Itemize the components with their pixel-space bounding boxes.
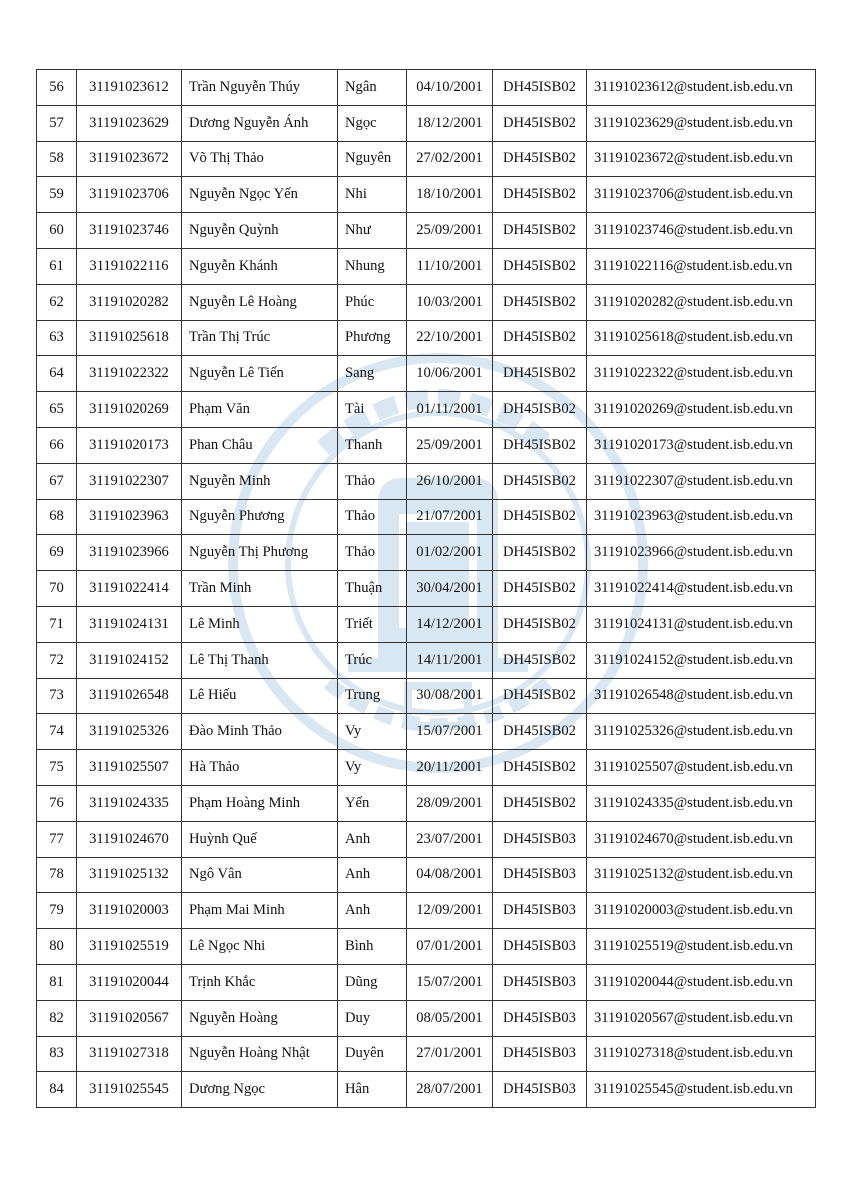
class-code-cell: DH45ISB02: [493, 356, 587, 392]
class-code-cell: DH45ISB03: [493, 857, 587, 893]
last-middle-name-cell: Trịnh Khắc: [182, 964, 338, 1000]
student-id-cell: 31191020282: [77, 284, 182, 320]
first-name-cell: Vy: [338, 714, 407, 750]
row-number-cell: 78: [37, 857, 77, 893]
table-row: [37, 356, 816, 392]
last-middle-name-cell: Lê Thị Thanh: [182, 642, 338, 678]
row-number-cell: 57: [37, 105, 77, 141]
student-id-cell: 31191020173: [77, 427, 182, 463]
email-address-cell: 31191023963@student.isb.edu.vn: [587, 499, 816, 535]
email-address-cell: 31191025132@student.isb.edu.vn: [587, 857, 816, 893]
last-middle-name-cell: Nguyễn Thị Phương: [182, 535, 338, 571]
row-number-cell: 83: [37, 1036, 77, 1072]
last-middle-name-cell: Nguyễn Ngọc Yến: [182, 177, 338, 213]
date-of-birth-cell: 25/09/2001: [407, 427, 493, 463]
first-name-cell: Thanh: [338, 427, 407, 463]
last-middle-name-cell: Nguyễn Hoàng: [182, 1000, 338, 1036]
first-name-cell: Trung: [338, 678, 407, 714]
email-address-cell: 31191023672@student.isb.edu.vn: [587, 141, 816, 177]
last-middle-name-cell: Lê Ngọc Nhi: [182, 929, 338, 965]
email-address-cell: 31191020269@student.isb.edu.vn: [587, 392, 816, 428]
row-number-cell: 60: [37, 213, 77, 249]
class-code-cell: DH45ISB02: [493, 248, 587, 284]
row-number-cell: 69: [37, 535, 77, 571]
table-row: [37, 105, 816, 141]
email-address-cell: 31191022116@student.isb.edu.vn: [587, 248, 816, 284]
table-row: [37, 857, 816, 893]
class-code-cell: DH45ISB02: [493, 714, 587, 750]
first-name-cell: Dũng: [338, 964, 407, 1000]
date-of-birth-cell: 08/05/2001: [407, 1000, 493, 1036]
email-address-cell: 31191023746@student.isb.edu.vn: [587, 213, 816, 249]
row-number-cell: 65: [37, 392, 77, 428]
email-address-cell: 31191023706@student.isb.edu.vn: [587, 177, 816, 213]
first-name-cell: Ngân: [338, 70, 407, 106]
row-number-cell: 62: [37, 284, 77, 320]
date-of-birth-cell: 18/12/2001: [407, 105, 493, 141]
last-middle-name-cell: Phạm Mai Minh: [182, 893, 338, 929]
class-code-cell: DH45ISB03: [493, 821, 587, 857]
date-of-birth-cell: 10/06/2001: [407, 356, 493, 392]
row-number-cell: 76: [37, 785, 77, 821]
date-of-birth-cell: 25/09/2001: [407, 213, 493, 249]
table-row: [37, 750, 816, 786]
table-row: [37, 320, 816, 356]
row-number-cell: 73: [37, 678, 77, 714]
row-number-cell: 70: [37, 571, 77, 607]
email-address-cell: 31191026548@student.isb.edu.vn: [587, 678, 816, 714]
class-code-cell: DH45ISB03: [493, 893, 587, 929]
table-row: [37, 929, 816, 965]
first-name-cell: Anh: [338, 893, 407, 929]
row-number-cell: 56: [37, 70, 77, 106]
class-code-cell: DH45ISB02: [493, 141, 587, 177]
first-name-cell: Như: [338, 213, 407, 249]
row-number-cell: 77: [37, 821, 77, 857]
row-number-cell: 79: [37, 893, 77, 929]
email-address-cell: 31191022322@student.isb.edu.vn: [587, 356, 816, 392]
date-of-birth-cell: 14/12/2001: [407, 606, 493, 642]
email-address-cell: 31191023966@student.isb.edu.vn: [587, 535, 816, 571]
last-middle-name-cell: Nguyễn Khánh: [182, 248, 338, 284]
table-row: [37, 463, 816, 499]
row-number-cell: 67: [37, 463, 77, 499]
first-name-cell: Thảo: [338, 535, 407, 571]
class-code-cell: DH45ISB03: [493, 1072, 587, 1108]
class-code-cell: DH45ISB03: [493, 929, 587, 965]
student-id-cell: 31191024335: [77, 785, 182, 821]
table-row: [37, 535, 816, 571]
student-table-body: [37, 70, 816, 1108]
first-name-cell: Vy: [338, 750, 407, 786]
class-code-cell: DH45ISB02: [493, 606, 587, 642]
row-number-cell: 72: [37, 642, 77, 678]
date-of-birth-cell: 07/01/2001: [407, 929, 493, 965]
last-middle-name-cell: Đào Minh Thảo: [182, 714, 338, 750]
date-of-birth-cell: 26/10/2001: [407, 463, 493, 499]
date-of-birth-cell: 01/02/2001: [407, 535, 493, 571]
date-of-birth-cell: 22/10/2001: [407, 320, 493, 356]
first-name-cell: Sang: [338, 356, 407, 392]
first-name-cell: Duy: [338, 1000, 407, 1036]
email-address-cell: 31191024131@student.isb.edu.vn: [587, 606, 816, 642]
row-number-cell: 84: [37, 1072, 77, 1108]
table-row: [37, 70, 816, 106]
table-row: [37, 141, 816, 177]
date-of-birth-cell: 28/09/2001: [407, 785, 493, 821]
email-address-cell: 31191024335@student.isb.edu.vn: [587, 785, 816, 821]
first-name-cell: Anh: [338, 857, 407, 893]
student-id-cell: 31191025618: [77, 320, 182, 356]
table-row: [37, 1000, 816, 1036]
email-address-cell: 31191022414@student.isb.edu.vn: [587, 571, 816, 607]
row-number-cell: 66: [37, 427, 77, 463]
last-middle-name-cell: Lê Hiếu: [182, 678, 338, 714]
email-address-cell: 31191023629@student.isb.edu.vn: [587, 105, 816, 141]
table-row: [37, 177, 816, 213]
last-middle-name-cell: Huỳnh Quế: [182, 821, 338, 857]
first-name-cell: Phương: [338, 320, 407, 356]
row-number-cell: 64: [37, 356, 77, 392]
first-name-cell: Triết: [338, 606, 407, 642]
student-id-cell: 31191020003: [77, 893, 182, 929]
date-of-birth-cell: 18/10/2001: [407, 177, 493, 213]
last-middle-name-cell: Trần Minh: [182, 571, 338, 607]
table-row: [37, 1072, 816, 1108]
first-name-cell: Trúc: [338, 642, 407, 678]
class-code-cell: DH45ISB02: [493, 427, 587, 463]
row-number-cell: 80: [37, 929, 77, 965]
class-code-cell: DH45ISB02: [493, 571, 587, 607]
table-row: [37, 1036, 816, 1072]
last-middle-name-cell: Ngô Vân: [182, 857, 338, 893]
row-number-cell: 58: [37, 141, 77, 177]
last-middle-name-cell: Nguyễn Hoàng Nhật: [182, 1036, 338, 1072]
last-middle-name-cell: Nguyễn Minh: [182, 463, 338, 499]
email-address-cell: 31191024670@student.isb.edu.vn: [587, 821, 816, 857]
email-address-cell: 31191024152@student.isb.edu.vn: [587, 642, 816, 678]
last-middle-name-cell: Nguyễn Quỳnh: [182, 213, 338, 249]
first-name-cell: Thảo: [338, 463, 407, 499]
first-name-cell: Thuận: [338, 571, 407, 607]
student-id-cell: 31191023672: [77, 141, 182, 177]
date-of-birth-cell: 27/02/2001: [407, 141, 493, 177]
first-name-cell: Nhi: [338, 177, 407, 213]
date-of-birth-cell: 14/11/2001: [407, 642, 493, 678]
first-name-cell: Duyên: [338, 1036, 407, 1072]
table-row: [37, 678, 816, 714]
date-of-birth-cell: 15/07/2001: [407, 714, 493, 750]
last-middle-name-cell: Nguyễn Phương: [182, 499, 338, 535]
student-table-wrapper: [36, 69, 815, 1108]
date-of-birth-cell: 23/07/2001: [407, 821, 493, 857]
student-id-cell: 31191022116: [77, 248, 182, 284]
class-code-cell: DH45ISB02: [493, 177, 587, 213]
table-row: [37, 785, 816, 821]
last-middle-name-cell: Phan Châu: [182, 427, 338, 463]
student-id-cell: 31191027318: [77, 1036, 182, 1072]
table-row: [37, 213, 816, 249]
student-id-cell: 31191023612: [77, 70, 182, 106]
class-code-cell: DH45ISB02: [493, 70, 587, 106]
last-middle-name-cell: Dương Ngọc: [182, 1072, 338, 1108]
first-name-cell: Anh: [338, 821, 407, 857]
student-id-cell: 31191023746: [77, 213, 182, 249]
date-of-birth-cell: 10/03/2001: [407, 284, 493, 320]
table-row: [37, 392, 816, 428]
student-id-cell: 31191022414: [77, 571, 182, 607]
row-number-cell: 71: [37, 606, 77, 642]
first-name-cell: Ngọc: [338, 105, 407, 141]
first-name-cell: Tài: [338, 392, 407, 428]
student-id-cell: 31191025326: [77, 714, 182, 750]
class-code-cell: DH45ISB02: [493, 320, 587, 356]
class-code-cell: DH45ISB02: [493, 535, 587, 571]
class-code-cell: DH45ISB03: [493, 1000, 587, 1036]
class-code-cell: DH45ISB02: [493, 750, 587, 786]
email-address-cell: 31191025519@student.isb.edu.vn: [587, 929, 816, 965]
last-middle-name-cell: Võ Thị Thảo: [182, 141, 338, 177]
last-middle-name-cell: Nguyễn Lê Hoàng: [182, 284, 338, 320]
first-name-cell: Yến: [338, 785, 407, 821]
student-id-cell: 31191023963: [77, 499, 182, 535]
email-address-cell: 31191020173@student.isb.edu.vn: [587, 427, 816, 463]
student-id-cell: 31191025507: [77, 750, 182, 786]
row-number-cell: 59: [37, 177, 77, 213]
email-address-cell: 31191023612@student.isb.edu.vn: [587, 70, 816, 106]
table-row: [37, 571, 816, 607]
student-id-cell: 31191025132: [77, 857, 182, 893]
date-of-birth-cell: 01/11/2001: [407, 392, 493, 428]
student-id-cell: 31191022307: [77, 463, 182, 499]
table-row: [37, 284, 816, 320]
email-address-cell: 31191027318@student.isb.edu.vn: [587, 1036, 816, 1072]
row-number-cell: 74: [37, 714, 77, 750]
date-of-birth-cell: 15/07/2001: [407, 964, 493, 1000]
last-middle-name-cell: Trần Thị Trúc: [182, 320, 338, 356]
table-row: [37, 893, 816, 929]
student-id-cell: 31191020044: [77, 964, 182, 1000]
email-address-cell: 31191025618@student.isb.edu.vn: [587, 320, 816, 356]
row-number-cell: 61: [37, 248, 77, 284]
student-id-cell: 31191024152: [77, 642, 182, 678]
table-row: [37, 606, 816, 642]
row-number-cell: 81: [37, 964, 77, 1000]
email-address-cell: 31191020003@student.isb.edu.vn: [587, 893, 816, 929]
table-row: [37, 499, 816, 535]
student-id-cell: 31191023706: [77, 177, 182, 213]
date-of-birth-cell: 11/10/2001: [407, 248, 493, 284]
table-row: [37, 821, 816, 857]
class-code-cell: DH45ISB02: [493, 284, 587, 320]
first-name-cell: Nguyên: [338, 141, 407, 177]
table-row: [37, 964, 816, 1000]
row-number-cell: 68: [37, 499, 77, 535]
first-name-cell: Bình: [338, 929, 407, 965]
table-row: [37, 427, 816, 463]
first-name-cell: Phúc: [338, 284, 407, 320]
class-code-cell: DH45ISB02: [493, 213, 587, 249]
class-code-cell: DH45ISB03: [493, 1036, 587, 1072]
table-row: [37, 642, 816, 678]
student-id-cell: 31191023966: [77, 535, 182, 571]
student-table: [36, 69, 816, 1108]
student-id-cell: 31191025519: [77, 929, 182, 965]
date-of-birth-cell: 30/04/2001: [407, 571, 493, 607]
student-id-cell: 31191020269: [77, 392, 182, 428]
last-middle-name-cell: Lê Minh: [182, 606, 338, 642]
email-address-cell: 31191022307@student.isb.edu.vn: [587, 463, 816, 499]
last-middle-name-cell: Hà Thảo: [182, 750, 338, 786]
table-row: [37, 714, 816, 750]
student-id-cell: 31191026548: [77, 678, 182, 714]
last-middle-name-cell: Phạm Hoàng Minh: [182, 785, 338, 821]
class-code-cell: DH45ISB02: [493, 785, 587, 821]
class-code-cell: DH45ISB02: [493, 642, 587, 678]
last-middle-name-cell: Nguyễn Lê Tiến: [182, 356, 338, 392]
class-code-cell: DH45ISB02: [493, 499, 587, 535]
student-id-cell: 31191020567: [77, 1000, 182, 1036]
row-number-cell: 63: [37, 320, 77, 356]
class-code-cell: DH45ISB03: [493, 964, 587, 1000]
email-address-cell: 31191020567@student.isb.edu.vn: [587, 1000, 816, 1036]
email-address-cell: 31191025326@student.isb.edu.vn: [587, 714, 816, 750]
first-name-cell: Nhung: [338, 248, 407, 284]
first-name-cell: Thảo: [338, 499, 407, 535]
row-number-cell: 75: [37, 750, 77, 786]
student-id-cell: 31191024131: [77, 606, 182, 642]
class-code-cell: DH45ISB02: [493, 105, 587, 141]
student-id-cell: 31191025545: [77, 1072, 182, 1108]
date-of-birth-cell: 20/11/2001: [407, 750, 493, 786]
row-number-cell: 82: [37, 1000, 77, 1036]
date-of-birth-cell: 04/08/2001: [407, 857, 493, 893]
email-address-cell: 31191025545@student.isb.edu.vn: [587, 1072, 816, 1108]
date-of-birth-cell: 27/01/2001: [407, 1036, 493, 1072]
class-code-cell: DH45ISB02: [493, 392, 587, 428]
student-id-cell: 31191022322: [77, 356, 182, 392]
class-code-cell: DH45ISB02: [493, 463, 587, 499]
last-middle-name-cell: Dương Nguyễn Ánh: [182, 105, 338, 141]
class-code-cell: DH45ISB02: [493, 678, 587, 714]
date-of-birth-cell: 04/10/2001: [407, 70, 493, 106]
last-middle-name-cell: Trần Nguyễn Thúy: [182, 70, 338, 106]
email-address-cell: 31191020282@student.isb.edu.vn: [587, 284, 816, 320]
email-address-cell: 31191025507@student.isb.edu.vn: [587, 750, 816, 786]
last-middle-name-cell: Phạm Văn: [182, 392, 338, 428]
student-id-cell: 31191023629: [77, 105, 182, 141]
date-of-birth-cell: 28/07/2001: [407, 1072, 493, 1108]
date-of-birth-cell: 21/07/2001: [407, 499, 493, 535]
first-name-cell: Hân: [338, 1072, 407, 1108]
table-row: [37, 248, 816, 284]
student-id-cell: 31191024670: [77, 821, 182, 857]
email-address-cell: 31191020044@student.isb.edu.vn: [587, 964, 816, 1000]
date-of-birth-cell: 12/09/2001: [407, 893, 493, 929]
date-of-birth-cell: 30/08/2001: [407, 678, 493, 714]
